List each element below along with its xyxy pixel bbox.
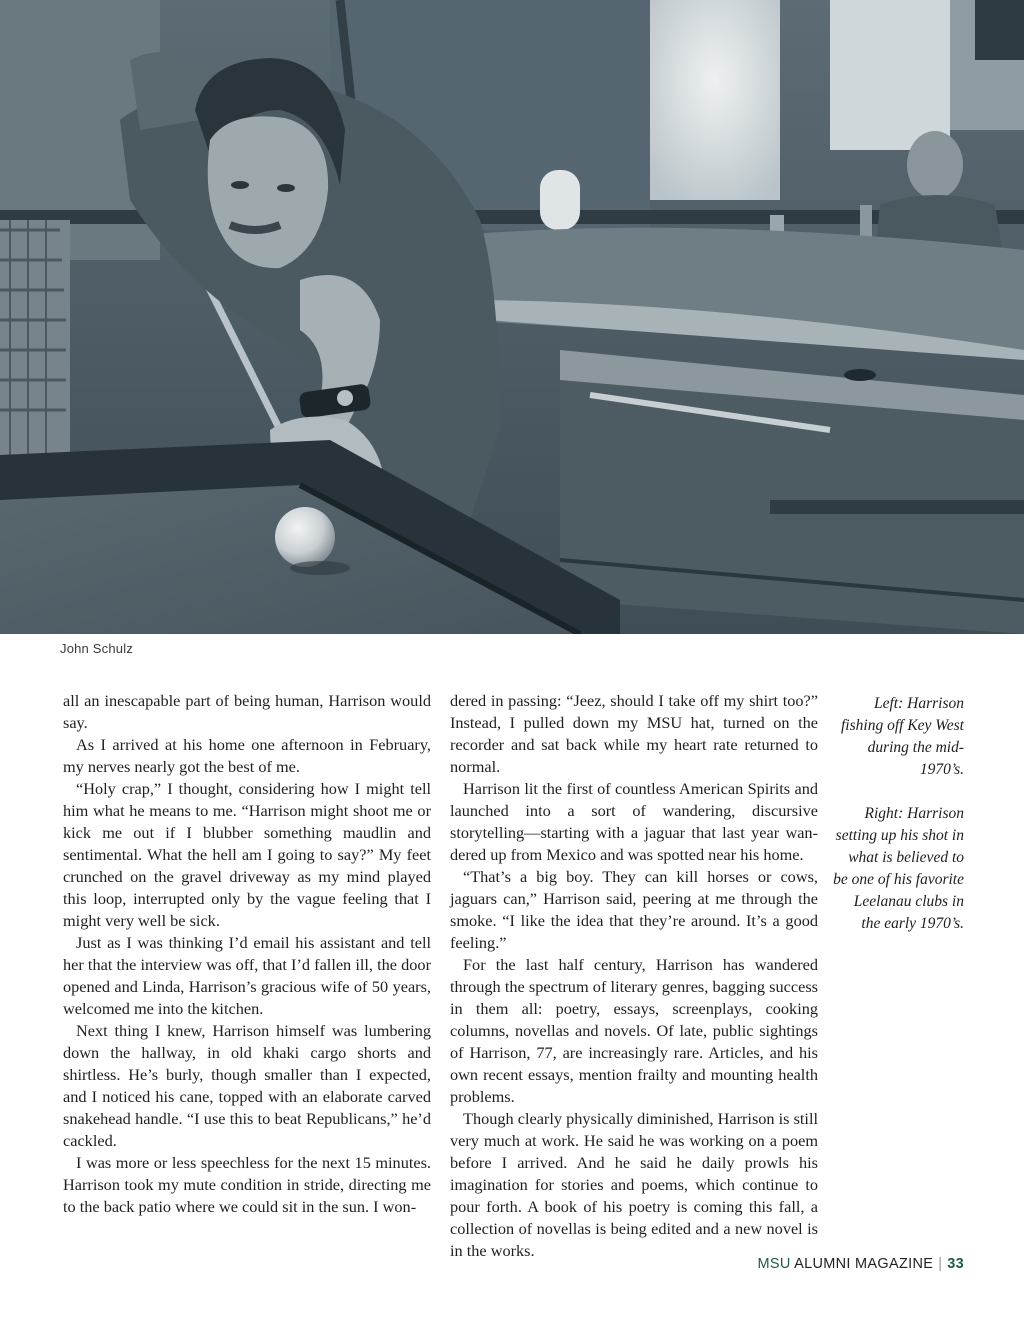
paragraph: Harrison lit the first of countless American Spirits and launched into a sort of wandering, discursive storytelling—starting with a jaguar that last year wandered up from Mexico and was spotted near his home. <box>450 779 818 864</box>
paragraph: Just as I was thinking I’d email his assistant and tell her that the interview was off, that I’d fallen ill, the door opened and Linda, Harrison’s gracious wife of 50 years, welcomed me into the kitchen. <box>63 933 431 1018</box>
article-column-right <box>450 690 818 1262</box>
photo-captions <box>832 693 964 935</box>
background-pool-table <box>560 350 1024 634</box>
paragraph: “That’s a big boy. They can kill horses or cows, jaguars can,” Harrison said, peering at me through the smoke. “I like the idea that they’re around. It’s a good feeling.” <box>450 867 818 952</box>
folio-separator: | <box>938 1256 943 1272</box>
photo-credit: John Schulz <box>60 641 134 656</box>
paragraph: I was more or less speechless for the next 15 minutes. Harrison took my mute condition in stride, directing me to the back patio where we could sit in the sun. I won- <box>63 1153 431 1216</box>
pool-player-photo <box>0 0 1024 634</box>
article-column-left <box>63 690 431 1218</box>
caption-left: Left: Harrison fishing off Key West during the mid-1970’s. <box>841 695 964 778</box>
feature-photo <box>0 0 1024 634</box>
page-number: 33 <box>947 1256 964 1272</box>
wicker-chair <box>0 220 70 460</box>
paragraph: Next thing I knew, Harrison himself was lumbering down the hallway, in old khaki cargo shorts and shirtless. He’s burly, though smaller than I expected, and I noticed his cane, topped with an elaborate carved snakehead handle. “I use this to beat Republicans,” he’d cackled. <box>63 1021 431 1150</box>
page-folio <box>757 1256 964 1272</box>
paragraph: For the last half century, Harrison has wandered through the spectrum of literary genres, bagging success in them all: poetry, essays, screenplays, cooking columns, novellas and novels. Of late, public sightings of Harrison, 77, are increasingly rare. Articles, and his own recent essays, mention frailty and mounting health problems. <box>450 955 818 1106</box>
paragraph: all an inescapable part of being human, Harrison would say. <box>63 691 431 732</box>
paragraph: Though clearly physically diminished, Harrison is still very much at work. He said he was working on a poem before I arrived. And he said he daily prowls his imagination for stories and poems, which continue to pour forth. A book of his poetry is coming this fall, a collection of novellas is being edited and a new novel is in the works. <box>450 1109 818 1260</box>
folio-brand: MSU <box>757 1256 791 1272</box>
paragraph: dered in passing: “Jeez, should I take off my shirt too?” Instead, I pulled down my MSU hat, turned on the recorder and sat back while my heart rate returned to normal. <box>450 691 818 776</box>
cue-ball <box>275 507 335 567</box>
folio-title: ALUMNI MAGAZINE <box>794 1256 934 1272</box>
paragraph: As I arrived at his home one afternoon in February, my nerves nearly got the best of me. <box>63 735 431 776</box>
caption-right: Right: Harrison setting up his shot in what is believed to be one of his favorite Leelanau clubs in the early 1970’s. <box>833 805 964 932</box>
paragraph: “Holy crap,” I thought, considering how I might tell him what he means to me. “Harrison might shoot me or kick me out if I blubber something maudlin and sentimental. What the hell am I going to say?” My feet crunched on the gravel driveway as my mind played this loop, interrupted only by the vague feeling that I might very well be sick. <box>63 779 431 930</box>
